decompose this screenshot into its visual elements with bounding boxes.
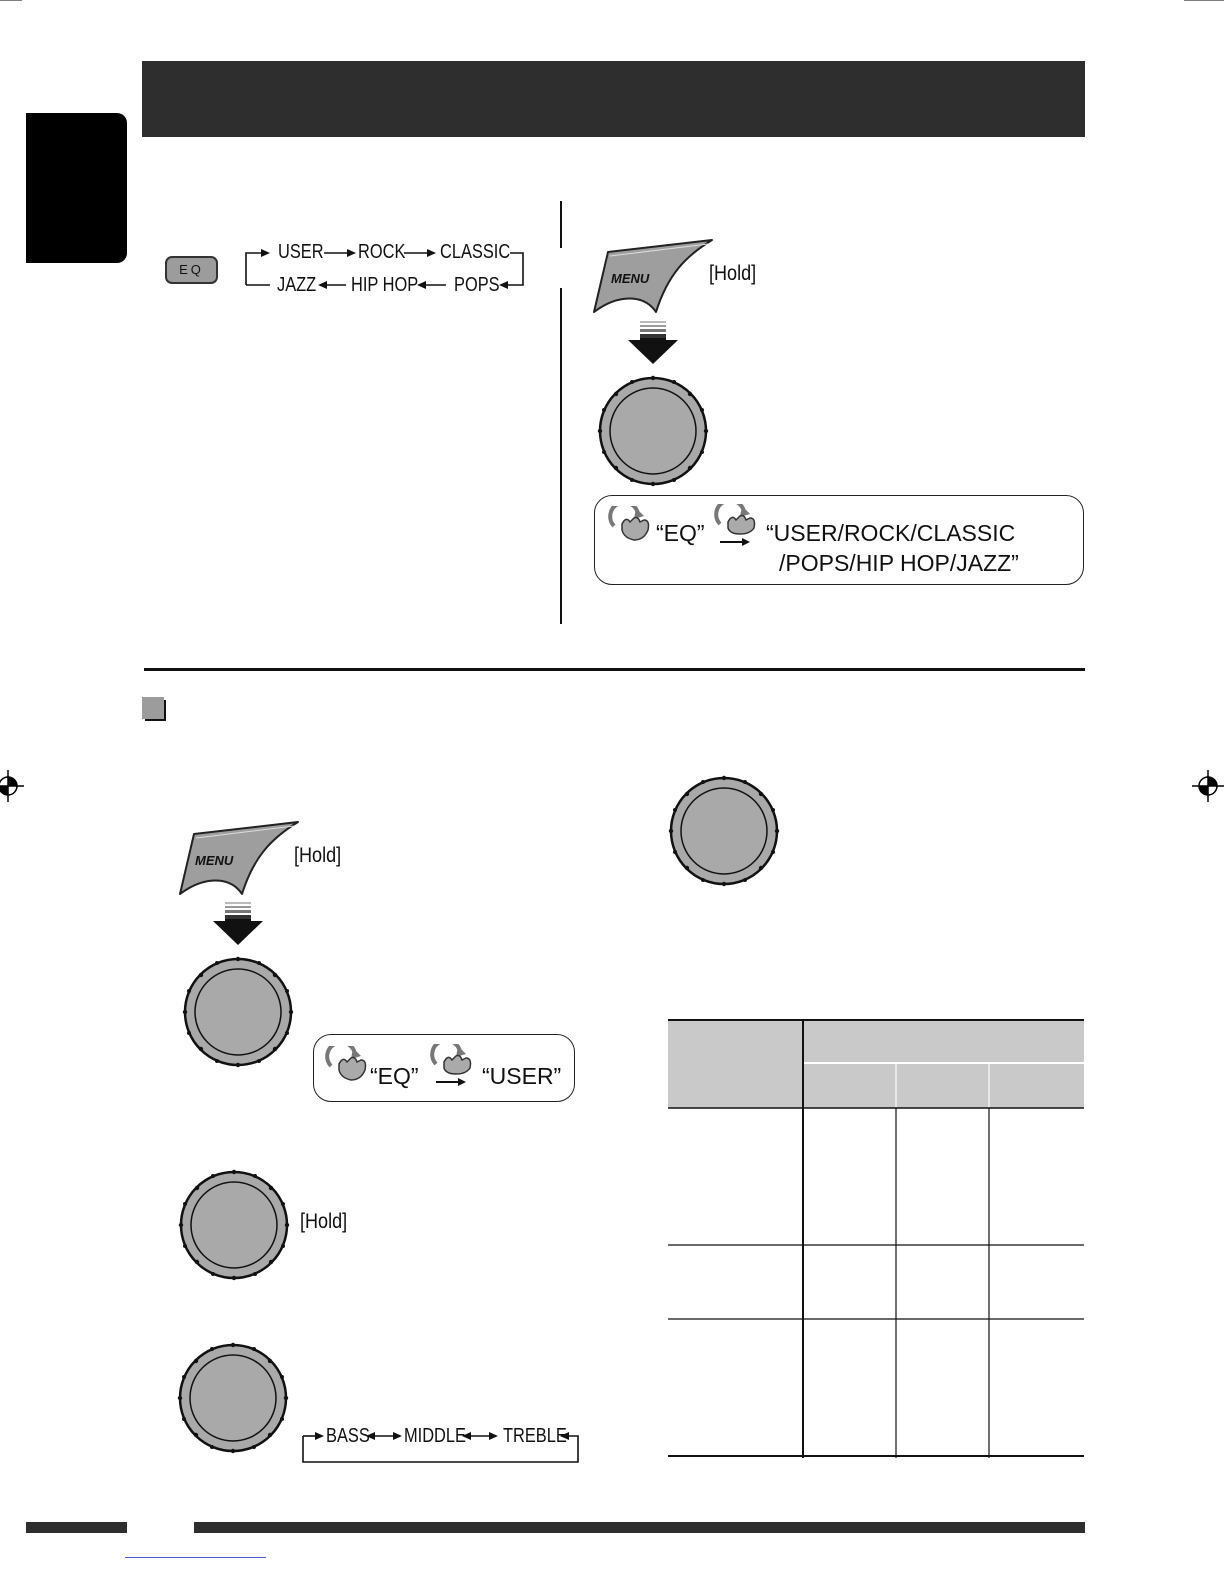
tone-settings-table [668, 1019, 1084, 1458]
eq-button-label: EQ [179, 262, 204, 277]
menu-button-label: MENU [611, 271, 650, 286]
registration-mark-icon [1192, 770, 1224, 802]
eq-button[interactable] [165, 256, 218, 284]
down-arrow-icon [211, 899, 265, 947]
hold-label: [Hold] [709, 262, 757, 285]
tone-treble: TREBLE [503, 1425, 567, 1447]
column-divider [560, 201, 562, 248]
hold-label: [Hold] [294, 844, 342, 867]
registration-mark-icon [0, 770, 24, 802]
press-hand-icon [714, 504, 764, 548]
menu-button-label: MENU [195, 853, 234, 868]
eq-modes-line2: /POPS/HIP HOP/JAZZ” [779, 550, 1019, 576]
footer-bar-left [26, 1522, 127, 1533]
eq-mode-pops: POPS [454, 274, 500, 296]
crop-marks [0, 0, 1224, 30]
footer-bar-right [194, 1522, 1085, 1533]
eq-mode-user: USER [278, 241, 324, 263]
section-marker-icon [142, 697, 166, 721]
control-dial-icon[interactable] [181, 955, 295, 1069]
language-tab [26, 113, 127, 263]
eq-mode-rock: ROCK [358, 241, 406, 263]
user-quote: “USER” [482, 1063, 562, 1089]
header-bar [142, 61, 1085, 137]
link-underline[interactable] [125, 1557, 266, 1558]
turn-hand-icon [325, 1046, 371, 1082]
control-dial-icon[interactable] [596, 374, 710, 488]
eq-quote: “EQ” [656, 520, 705, 546]
eq-modes-line1: “USER/ROCK/CLASSIC [766, 520, 1016, 546]
hold-label: [Hold] [300, 1210, 348, 1233]
press-hand-icon [430, 1044, 480, 1088]
eq-mode-jazz: JAZZ [277, 274, 317, 296]
eq-mode-classic: CLASSIC [440, 241, 511, 263]
tone-bass: BASS [326, 1425, 370, 1447]
control-dial-icon[interactable] [177, 1168, 291, 1282]
control-dial-icon[interactable] [176, 1341, 290, 1455]
column-divider [560, 288, 562, 624]
eq-quote: “EQ” [370, 1063, 419, 1089]
control-dial-icon[interactable] [667, 774, 781, 888]
table-grid [668, 1019, 1084, 1458]
section-divider [144, 668, 1085, 671]
menu-button-icon[interactable] [590, 238, 716, 314]
down-arrow-icon [626, 318, 680, 366]
eq-mode-hiphop: HIP HOP [351, 274, 419, 296]
turn-hand-icon [608, 506, 654, 542]
tone-middle: MIDDLE [404, 1425, 466, 1447]
